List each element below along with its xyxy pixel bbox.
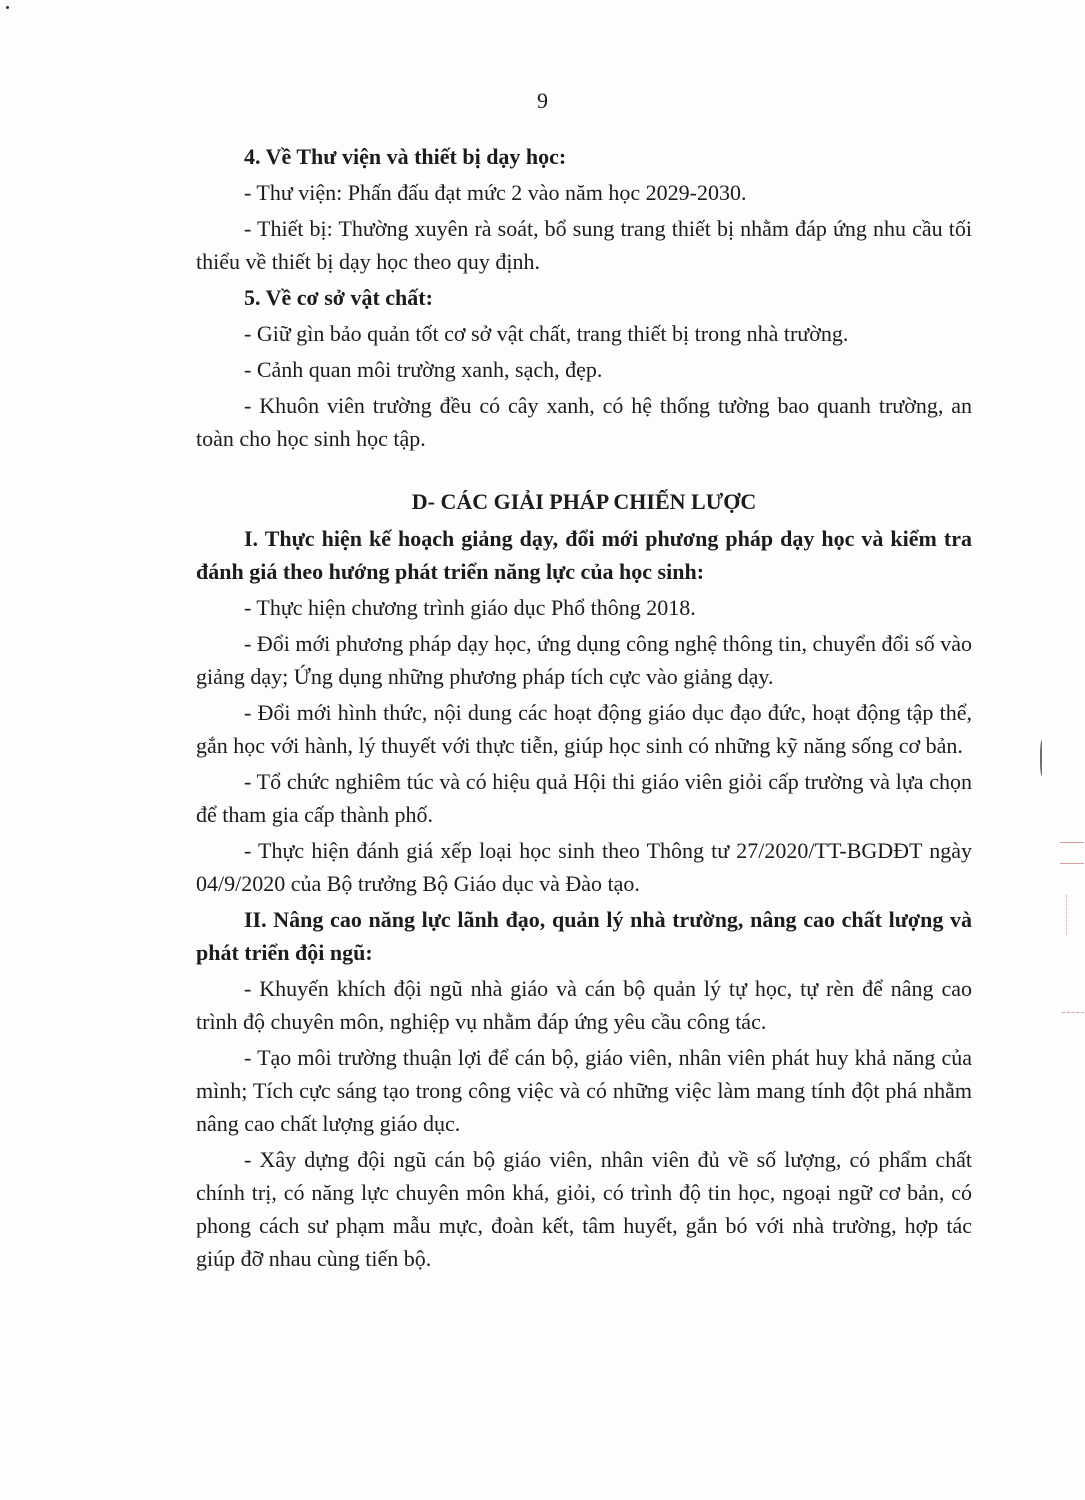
scan-speck (6, 6, 9, 9)
heading-library-equipment: 4. Về Thư viện và thiết bị dạy học: (244, 144, 567, 169)
paragraph-leadership-3: - Xây dựng đội ngũ cán bộ giáo viên, nhân viên đủ về số lượng, có phẩm chất chính trị, có năng lực chuyên môn khá, giỏi, có trình độ tin học, ngoại ngữ cơ bản, có phong cách sư phạm mẫu mực, đoàn kết, tâm huyết, gắn bó với nhà trường, hợp tác giúp đỡ nhau cùng tiến bộ. (196, 1147, 972, 1271)
paragraph-library: - Thư viện: Phấn đấu đạt mức 2 vào năm học 2029-2030. (244, 180, 747, 205)
section-title-strategic-solutions: D- CÁC GIẢI PHÁP CHIẾN LƯỢC (411, 489, 757, 514)
stamp-fragment-mark (1062, 990, 1084, 1013)
paragraph-equipment: - Thiết bị: Thường xuyên rà soát, bổ sung trang thiết bị nhằm đáp ứng nhu cầu tối thiểu về thiết bị dạy học theo quy định. (196, 216, 972, 274)
paragraph-leadership-1: - Khuyến khích đội ngũ nhà giáo và cán bộ quản lý tự học, tự rèn để nâng cao trình độ chuyên môn, nghiệp vụ nhằm đáp ứng yêu cầu công tác. (196, 976, 972, 1034)
heading-leadership: II. Nâng cao năng lực lãnh đạo, quản lý nhà trường, nâng cao chất lượng và phát triển đội ngũ: (196, 907, 972, 965)
page-number: 9 (537, 88, 548, 113)
stamp-fragment-mark (1066, 895, 1085, 935)
paragraph-facilities-1: - Giữ gìn bảo quản tốt cơ sở vật chất, trang thiết bị trong nhà trường. (244, 321, 849, 346)
paragraph-leadership-2: - Tạo môi trường thuận lợi để cán bộ, giáo viên, nhân viên phát huy khả năng của mình; Tích cực sáng tạo trong công việc và có những việc làm mang tính đột phá nhằm nâng cao chất lượng giáo dục. (196, 1045, 972, 1136)
edge-pen-stroke (1040, 740, 1045, 776)
stamp-fragment-mark (1060, 842, 1084, 864)
document-body (196, 140, 972, 1278)
heading-teaching-plan: I. Thực hiện kế hoạch giảng dạy, đổi mới phương pháp dạy học và kiểm tra đánh giá theo hướng phát triển năng lực của học sinh: (196, 526, 972, 584)
paragraph-teaching-1: - Thực hiện chương trình giáo dục Phổ thông 2018. (244, 595, 696, 620)
paragraph-teaching-5: - Thực hiện đánh giá xếp loại học sinh theo Thông tư 27/2020/TT-BGDĐT ngày 04/9/2020 của Bộ trưởng Bộ Giáo dục và Đào tạo. (196, 838, 972, 896)
paragraph-facilities-3: - Khuôn viên trường đều có cây xanh, có hệ thống tường bao quanh trường, an toàn cho học sinh học tập. (196, 393, 972, 451)
paragraph-teaching-4: - Tổ chức nghiêm túc và có hiệu quả Hội thi giáo viên giỏi cấp trường và lựa chọn để tham gia cấp thành phố. (196, 769, 972, 827)
paragraph-teaching-3: - Đổi mới hình thức, nội dung các hoạt động giáo dục đạo đức, hoạt động tập thể, gắn học với hành, lý thuyết với thực tiễn, giúp học sinh có những kỹ năng sống cơ bản. (196, 700, 972, 758)
heading-facilities: 5. Về cơ sở vật chất: (244, 285, 433, 310)
paragraph-facilities-2: - Cảnh quan môi trường xanh, sạch, đẹp. (244, 357, 603, 382)
paragraph-teaching-2: - Đổi mới phương pháp dạy học, ứng dụng công nghệ thông tin, chuyển đổi số vào giảng dạy; Ứng dụng những phương pháp tích cực vào giảng dạy. (196, 631, 972, 689)
